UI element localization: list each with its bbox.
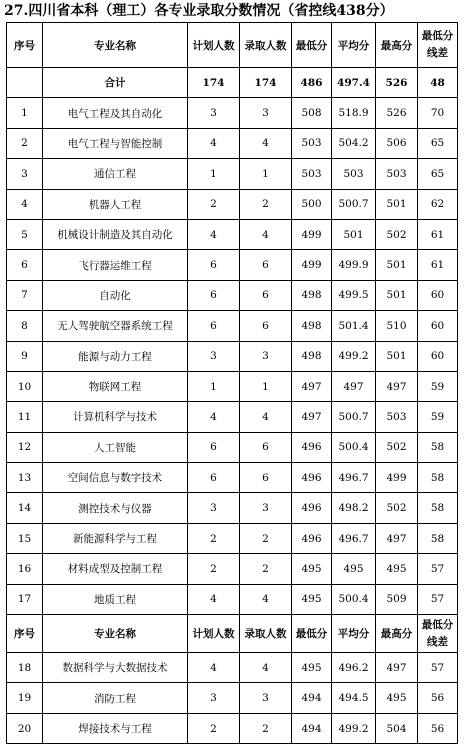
cell-seq: 3 — [7, 159, 43, 189]
cell-diff: 58 — [418, 523, 458, 553]
cell-major: 物联网工程 — [43, 371, 188, 401]
cell-seq: 2 — [7, 128, 43, 158]
cell-admitted: 1 — [240, 159, 292, 189]
cell-min: 499 — [292, 250, 332, 280]
cell-seq: 12 — [7, 432, 43, 462]
cell-planned: 6 — [188, 432, 240, 462]
cell-min: 498 — [292, 341, 332, 371]
cell-major: 通信工程 — [43, 159, 188, 189]
cell-avg: 496.7 — [332, 523, 376, 553]
table-header-row — [7, 23, 458, 68]
admission-scores-table — [6, 22, 458, 744]
table-row — [7, 98, 458, 128]
cell-admitted: 4 — [240, 402, 292, 432]
cell-diff: 59 — [418, 402, 458, 432]
cell-avg: 501.4 — [332, 311, 376, 341]
table-row — [7, 493, 458, 523]
table-row — [7, 371, 458, 401]
cell-avg: 498.2 — [332, 493, 376, 523]
cell-admitted: 2 — [240, 189, 292, 219]
cell-avg: 499.5 — [332, 280, 376, 310]
cell-seq: 9 — [7, 341, 43, 371]
cell-major: 能源与动力工程 — [43, 341, 188, 371]
cell-planned: 4 — [188, 584, 240, 614]
header-min: 最低分 — [292, 23, 332, 68]
total-row — [7, 68, 458, 98]
cell-min: 495 — [292, 584, 332, 614]
table-row — [7, 280, 458, 310]
cell-diff: 59 — [418, 371, 458, 401]
cell-admitted: 4 — [240, 584, 292, 614]
cell-max: 499 — [376, 463, 418, 493]
cell-planned: 2 — [188, 523, 240, 553]
cell-diff: 61 — [418, 250, 458, 280]
header-diff-line1: 最低分 — [421, 30, 454, 42]
cell-avg: 497 — [332, 371, 376, 401]
cell-max: 503 — [376, 402, 418, 432]
cell-seq: 17 — [7, 584, 43, 614]
cell-min: 496 — [292, 493, 332, 523]
cell-min: 497 — [292, 402, 332, 432]
cell-diff: 58 — [418, 463, 458, 493]
cell-planned: 3 — [188, 683, 240, 713]
cell-planned: 3 — [188, 493, 240, 523]
cell-admitted: 2 — [240, 713, 292, 743]
cell-max: 510 — [376, 311, 418, 341]
header-planned: 计划人数 — [188, 615, 240, 653]
cell-max: 504 — [376, 713, 418, 743]
cell-admitted: 3 — [240, 341, 292, 371]
cell-admitted: 4 — [240, 653, 292, 683]
cell-min: 494 — [292, 713, 332, 743]
cell-admitted: 1 — [240, 371, 292, 401]
cell-planned: 6 — [188, 311, 240, 341]
table-row — [7, 523, 458, 553]
cell-diff: 65 — [418, 128, 458, 158]
cell-seq: 5 — [7, 219, 43, 249]
cell-major: 人工智能 — [43, 432, 188, 462]
cell-avg: 495 — [332, 554, 376, 584]
cell-planned: 6 — [188, 280, 240, 310]
header-min: 最低分 — [292, 615, 332, 653]
cell-planned: 6 — [188, 463, 240, 493]
cell-planned: 3 — [188, 341, 240, 371]
cell-avg: 500.4 — [332, 432, 376, 462]
cell-seq: 15 — [7, 523, 43, 553]
cell-avg: 499.9 — [332, 250, 376, 280]
cell-min: 498 — [292, 280, 332, 310]
cell-diff: 57 — [418, 584, 458, 614]
header-diff-line1: 最低分 — [421, 618, 454, 631]
total-seq — [7, 68, 43, 98]
header-max: 最高分 — [376, 615, 418, 653]
table-row — [7, 683, 458, 713]
cell-major: 新能源科学与工程 — [43, 523, 188, 553]
cell-major: 计算机科学与技术 — [43, 402, 188, 432]
cell-major: 电气工程与智能控制 — [43, 128, 188, 158]
cell-min: 495 — [292, 554, 332, 584]
cell-admitted: 3 — [240, 683, 292, 713]
cell-diff: 56 — [418, 683, 458, 713]
cell-seq: 11 — [7, 402, 43, 432]
table-row — [7, 219, 458, 249]
cell-seq: 14 — [7, 493, 43, 523]
cell-admitted: 4 — [240, 128, 292, 158]
header-avg: 平均分 — [332, 615, 376, 653]
header-major: 专业名称 — [43, 615, 188, 653]
cell-avg: 496.2 — [332, 653, 376, 683]
header-diff-line2: 线差 — [427, 47, 448, 59]
cell-planned: 2 — [188, 713, 240, 743]
cell-seq: 18 — [7, 653, 43, 683]
table-row — [7, 463, 458, 493]
cell-diff: 62 — [418, 189, 458, 219]
cell-diff: 56 — [418, 713, 458, 743]
cell-avg: 500.7 — [332, 402, 376, 432]
cell-min: 503 — [292, 128, 332, 158]
page-title: 27.四川省本科（理工）各专业录取分数情况（省控线438分） — [4, 3, 394, 19]
cell-min: 496 — [292, 523, 332, 553]
cell-min: 498 — [292, 311, 332, 341]
cell-diff: 58 — [418, 432, 458, 462]
cell-avg: 499.2 — [332, 713, 376, 743]
cell-diff: 58 — [418, 493, 458, 523]
cell-min: 508 — [292, 98, 332, 128]
cell-admitted: 4 — [240, 219, 292, 249]
header-diff — [418, 23, 458, 68]
cell-seq: 10 — [7, 371, 43, 401]
cell-max: 497 — [376, 653, 418, 683]
cell-admitted: 6 — [240, 311, 292, 341]
cell-diff: 57 — [418, 554, 458, 584]
cell-avg: 499.2 — [332, 341, 376, 371]
cell-max: 501 — [376, 189, 418, 219]
header-admitted: 录取人数 — [240, 23, 292, 68]
cell-max: 526 — [376, 98, 418, 128]
table-row — [7, 189, 458, 219]
cell-admitted: 6 — [240, 432, 292, 462]
cell-diff: 61 — [418, 219, 458, 249]
cell-seq: 20 — [7, 713, 43, 743]
cell-planned: 4 — [188, 653, 240, 683]
cell-admitted: 2 — [240, 523, 292, 553]
cell-planned: 1 — [188, 159, 240, 189]
cell-min: 496 — [292, 432, 332, 462]
cell-max: 497 — [376, 523, 418, 553]
cell-min: 495 — [292, 653, 332, 683]
cell-planned: 2 — [188, 189, 240, 219]
cell-major: 机器人工程 — [43, 189, 188, 219]
cell-min: 494 — [292, 683, 332, 713]
table-row — [7, 584, 458, 614]
cell-major: 机械设计制造及其自动化 — [43, 219, 188, 249]
total-min: 486 — [292, 68, 332, 98]
cell-major: 焊接技术与工程 — [43, 713, 188, 743]
cell-planned: 4 — [188, 402, 240, 432]
cell-seq: 6 — [7, 250, 43, 280]
cell-admitted: 6 — [240, 250, 292, 280]
cell-min: 500 — [292, 189, 332, 219]
header-max: 最高分 — [376, 23, 418, 68]
cell-avg: 496.7 — [332, 463, 376, 493]
cell-avg: 500.4 — [332, 584, 376, 614]
cell-seq: 7 — [7, 280, 43, 310]
cell-admitted: 3 — [240, 493, 292, 523]
header-planned: 计划人数 — [188, 23, 240, 68]
cell-max: 506 — [376, 128, 418, 158]
cell-admitted: 3 — [240, 98, 292, 128]
cell-min: 496 — [292, 463, 332, 493]
cell-major: 空间信息与数字技术 — [43, 463, 188, 493]
header-seq: 序号 — [7, 615, 43, 653]
cell-major: 数据科学与大数据技术 — [43, 653, 188, 683]
cell-planned: 6 — [188, 250, 240, 280]
cell-max: 502 — [376, 432, 418, 462]
cell-max: 501 — [376, 280, 418, 310]
cell-major: 电气工程及其自动化 — [43, 98, 188, 128]
cell-major: 无人驾驶航空器系统工程 — [43, 311, 188, 341]
cell-major: 测控技术与仪器 — [43, 493, 188, 523]
cell-planned: 3 — [188, 98, 240, 128]
table-row — [7, 554, 458, 584]
cell-seq: 13 — [7, 463, 43, 493]
cell-planned: 4 — [188, 219, 240, 249]
cell-seq: 16 — [7, 554, 43, 584]
cell-seq: 19 — [7, 683, 43, 713]
cell-avg: 494.5 — [332, 683, 376, 713]
total-admitted: 174 — [240, 68, 292, 98]
table-row — [7, 653, 458, 683]
header-seq: 序号 — [7, 23, 43, 68]
header-admitted: 录取人数 — [240, 615, 292, 653]
cell-planned: 2 — [188, 554, 240, 584]
cell-max: 495 — [376, 554, 418, 584]
cell-avg: 503 — [332, 159, 376, 189]
cell-major: 地质工程 — [43, 584, 188, 614]
cell-major: 飞行器运维工程 — [43, 250, 188, 280]
cell-diff: 70 — [418, 98, 458, 128]
cell-admitted: 6 — [240, 280, 292, 310]
table-row — [7, 713, 458, 743]
table-row — [7, 159, 458, 189]
cell-min: 499 — [292, 219, 332, 249]
cell-admitted: 6 — [240, 463, 292, 493]
cell-avg: 500.7 — [332, 189, 376, 219]
cell-avg: 504.2 — [332, 128, 376, 158]
total-avg: 497.4 — [332, 68, 376, 98]
cell-diff: 60 — [418, 341, 458, 371]
cell-diff: 65 — [418, 159, 458, 189]
cell-min: 503 — [292, 159, 332, 189]
cell-major: 消防工程 — [43, 683, 188, 713]
total-planned: 174 — [188, 68, 240, 98]
cell-major: 自动化 — [43, 280, 188, 310]
cell-diff: 60 — [418, 280, 458, 310]
table-header-row-repeat — [7, 615, 458, 653]
table-row — [7, 402, 458, 432]
cell-avg: 501 — [332, 219, 376, 249]
cell-diff: 60 — [418, 311, 458, 341]
cell-planned: 1 — [188, 371, 240, 401]
cell-max: 503 — [376, 159, 418, 189]
header-diff — [418, 615, 458, 653]
header-avg: 平均分 — [332, 23, 376, 68]
cell-seq: 8 — [7, 311, 43, 341]
cell-max: 509 — [376, 584, 418, 614]
cell-max: 501 — [376, 341, 418, 371]
cell-seq: 1 — [7, 98, 43, 128]
cell-avg: 518.9 — [332, 98, 376, 128]
total-diff: 48 — [418, 68, 458, 98]
table-row — [7, 341, 458, 371]
cell-max: 502 — [376, 219, 418, 249]
table-row — [7, 432, 458, 462]
header-diff-line2: 线差 — [427, 635, 448, 648]
total-label: 合计 — [43, 68, 188, 98]
table-row — [7, 311, 458, 341]
header-major: 专业名称 — [43, 23, 188, 68]
cell-min: 497 — [292, 371, 332, 401]
table-row — [7, 250, 458, 280]
table-row — [7, 128, 458, 158]
cell-seq: 4 — [7, 189, 43, 219]
total-max: 526 — [376, 68, 418, 98]
cell-diff: 57 — [418, 653, 458, 683]
cell-max: 497 — [376, 371, 418, 401]
cell-admitted: 2 — [240, 554, 292, 584]
cell-max: 501 — [376, 250, 418, 280]
cell-max: 495 — [376, 683, 418, 713]
cell-major: 材料成型及控制工程 — [43, 554, 188, 584]
cell-max: 502 — [376, 493, 418, 523]
cell-planned: 4 — [188, 128, 240, 158]
